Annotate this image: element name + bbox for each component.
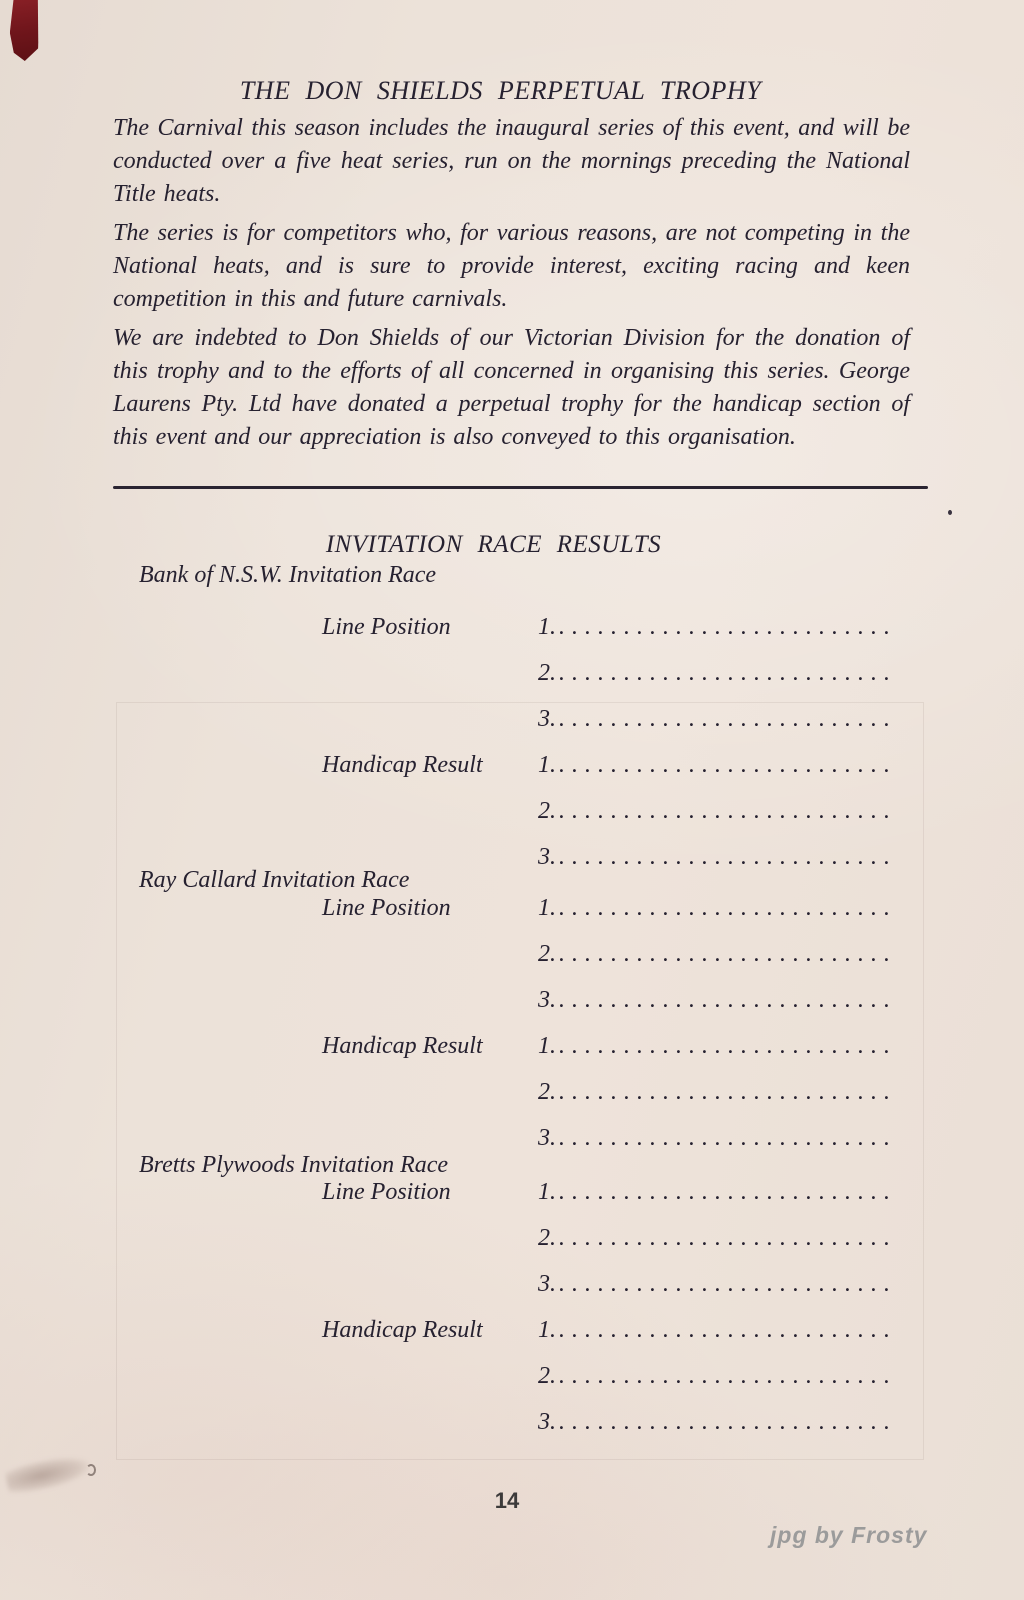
row-number: 3. (538, 706, 556, 732)
result-row (113, 1361, 910, 1407)
result-row (113, 658, 910, 704)
ink-speck (86, 1464, 96, 1476)
row-number: 2. (538, 1079, 556, 1105)
result-row (113, 1223, 910, 1269)
result-row (113, 939, 910, 985)
paragraph: The Carnival this season includes the inaugural series of this event, and will be conducted over a five heat series, run on the mornings preceding the National Title heats. (113, 115, 910, 207)
row-number: 1. (538, 1179, 556, 1205)
dotted-leader: .......................... (559, 660, 897, 686)
row-number: 1. (538, 752, 556, 778)
dotted-leader: .......................... (559, 1033, 897, 1059)
dotted-leader: .......................... (559, 798, 897, 824)
ink-dot (948, 510, 952, 515)
row-number: 3. (538, 1125, 556, 1151)
row-label: Handicap Result (322, 752, 483, 778)
result-row (113, 1177, 910, 1223)
row-number: 2. (538, 798, 556, 824)
row-number: 1. (538, 1033, 556, 1059)
dotted-leader: .......................... (559, 987, 897, 1013)
row-number: 2. (538, 1225, 556, 1251)
row-number: 2. (538, 1363, 556, 1389)
dotted-leader: .......................... (559, 1225, 897, 1251)
dotted-leader: .......................... (559, 1179, 897, 1205)
result-row (113, 1031, 910, 1077)
row-number: 1. (538, 895, 556, 921)
dotted-leader: .......................... (559, 614, 897, 640)
row-number: 3. (538, 987, 556, 1013)
dotted-leader: .......................... (559, 1079, 897, 1105)
result-row (113, 1077, 910, 1123)
results-heading: INVITATION RACE RESULTS (325, 531, 662, 558)
section-title: Ray Callard Invitation Race (139, 867, 410, 893)
row-number: 1. (538, 1317, 556, 1343)
watermark: jpg by Frosty (770, 1522, 928, 1548)
row-number: 3. (538, 844, 556, 870)
row-label: Handicap Result (322, 1317, 483, 1343)
results-block (113, 562, 910, 1453)
dotted-leader: .......................... (559, 1317, 897, 1343)
row-label: Handicap Result (322, 1033, 483, 1059)
dotted-leader: .......................... (559, 1125, 897, 1151)
row-label: Line Position (322, 614, 451, 640)
section-title: Bretts Plywoods Invitation Race (139, 1152, 449, 1178)
row-label: Line Position (322, 1179, 451, 1205)
dotted-leader: .......................... (559, 752, 897, 778)
intro-text-block (113, 76, 910, 460)
dotted-leader: .......................... (559, 941, 897, 967)
row-label: Line Position (322, 895, 451, 921)
dotted-leader: .......................... (559, 844, 897, 870)
result-row (113, 612, 910, 658)
result-row (113, 1269, 910, 1315)
row-number: 1. (538, 614, 556, 640)
dotted-leader: .......................... (559, 1409, 897, 1435)
paragraph: The series is for competitors who, for various reasons, are not competing in the National heats, and is sure to provide interest, exciting racing and keen competition in this and future carnivals. (113, 220, 910, 312)
row-number: 2. (538, 941, 556, 967)
dotted-leader: .......................... (559, 1363, 897, 1389)
result-row (113, 1407, 910, 1453)
result-row (113, 893, 910, 939)
dotted-leader: .......................... (559, 706, 897, 732)
row-number: 3. (538, 1271, 556, 1297)
result-row (113, 750, 910, 796)
document-title: THE DON SHIELDS PERPETUAL TROPHY (239, 76, 762, 105)
row-number: 3. (538, 1409, 556, 1435)
dotted-leader: .......................... (559, 895, 897, 921)
paragraph: We are indebted to Don Shields of our Victorian Division for the donation of this trophy and to the efforts of all concerned in organising this series. George Laurens Pty. Ltd have donated a perpetual trophy for the handicap section of this event and our appreciation is also conveyed to this organisation. (113, 325, 910, 450)
result-row (113, 704, 910, 750)
dotted-leader: .......................... (559, 1271, 897, 1297)
result-row (113, 985, 910, 1031)
divider-rule (113, 486, 928, 489)
result-row (113, 1315, 910, 1361)
red-corner-mark (9, 0, 40, 61)
page-number: 14 (494, 1488, 520, 1513)
result-row (113, 796, 910, 842)
section-title: Bank of N.S.W. Invitation Race (139, 562, 437, 588)
row-number: 2. (538, 660, 556, 686)
